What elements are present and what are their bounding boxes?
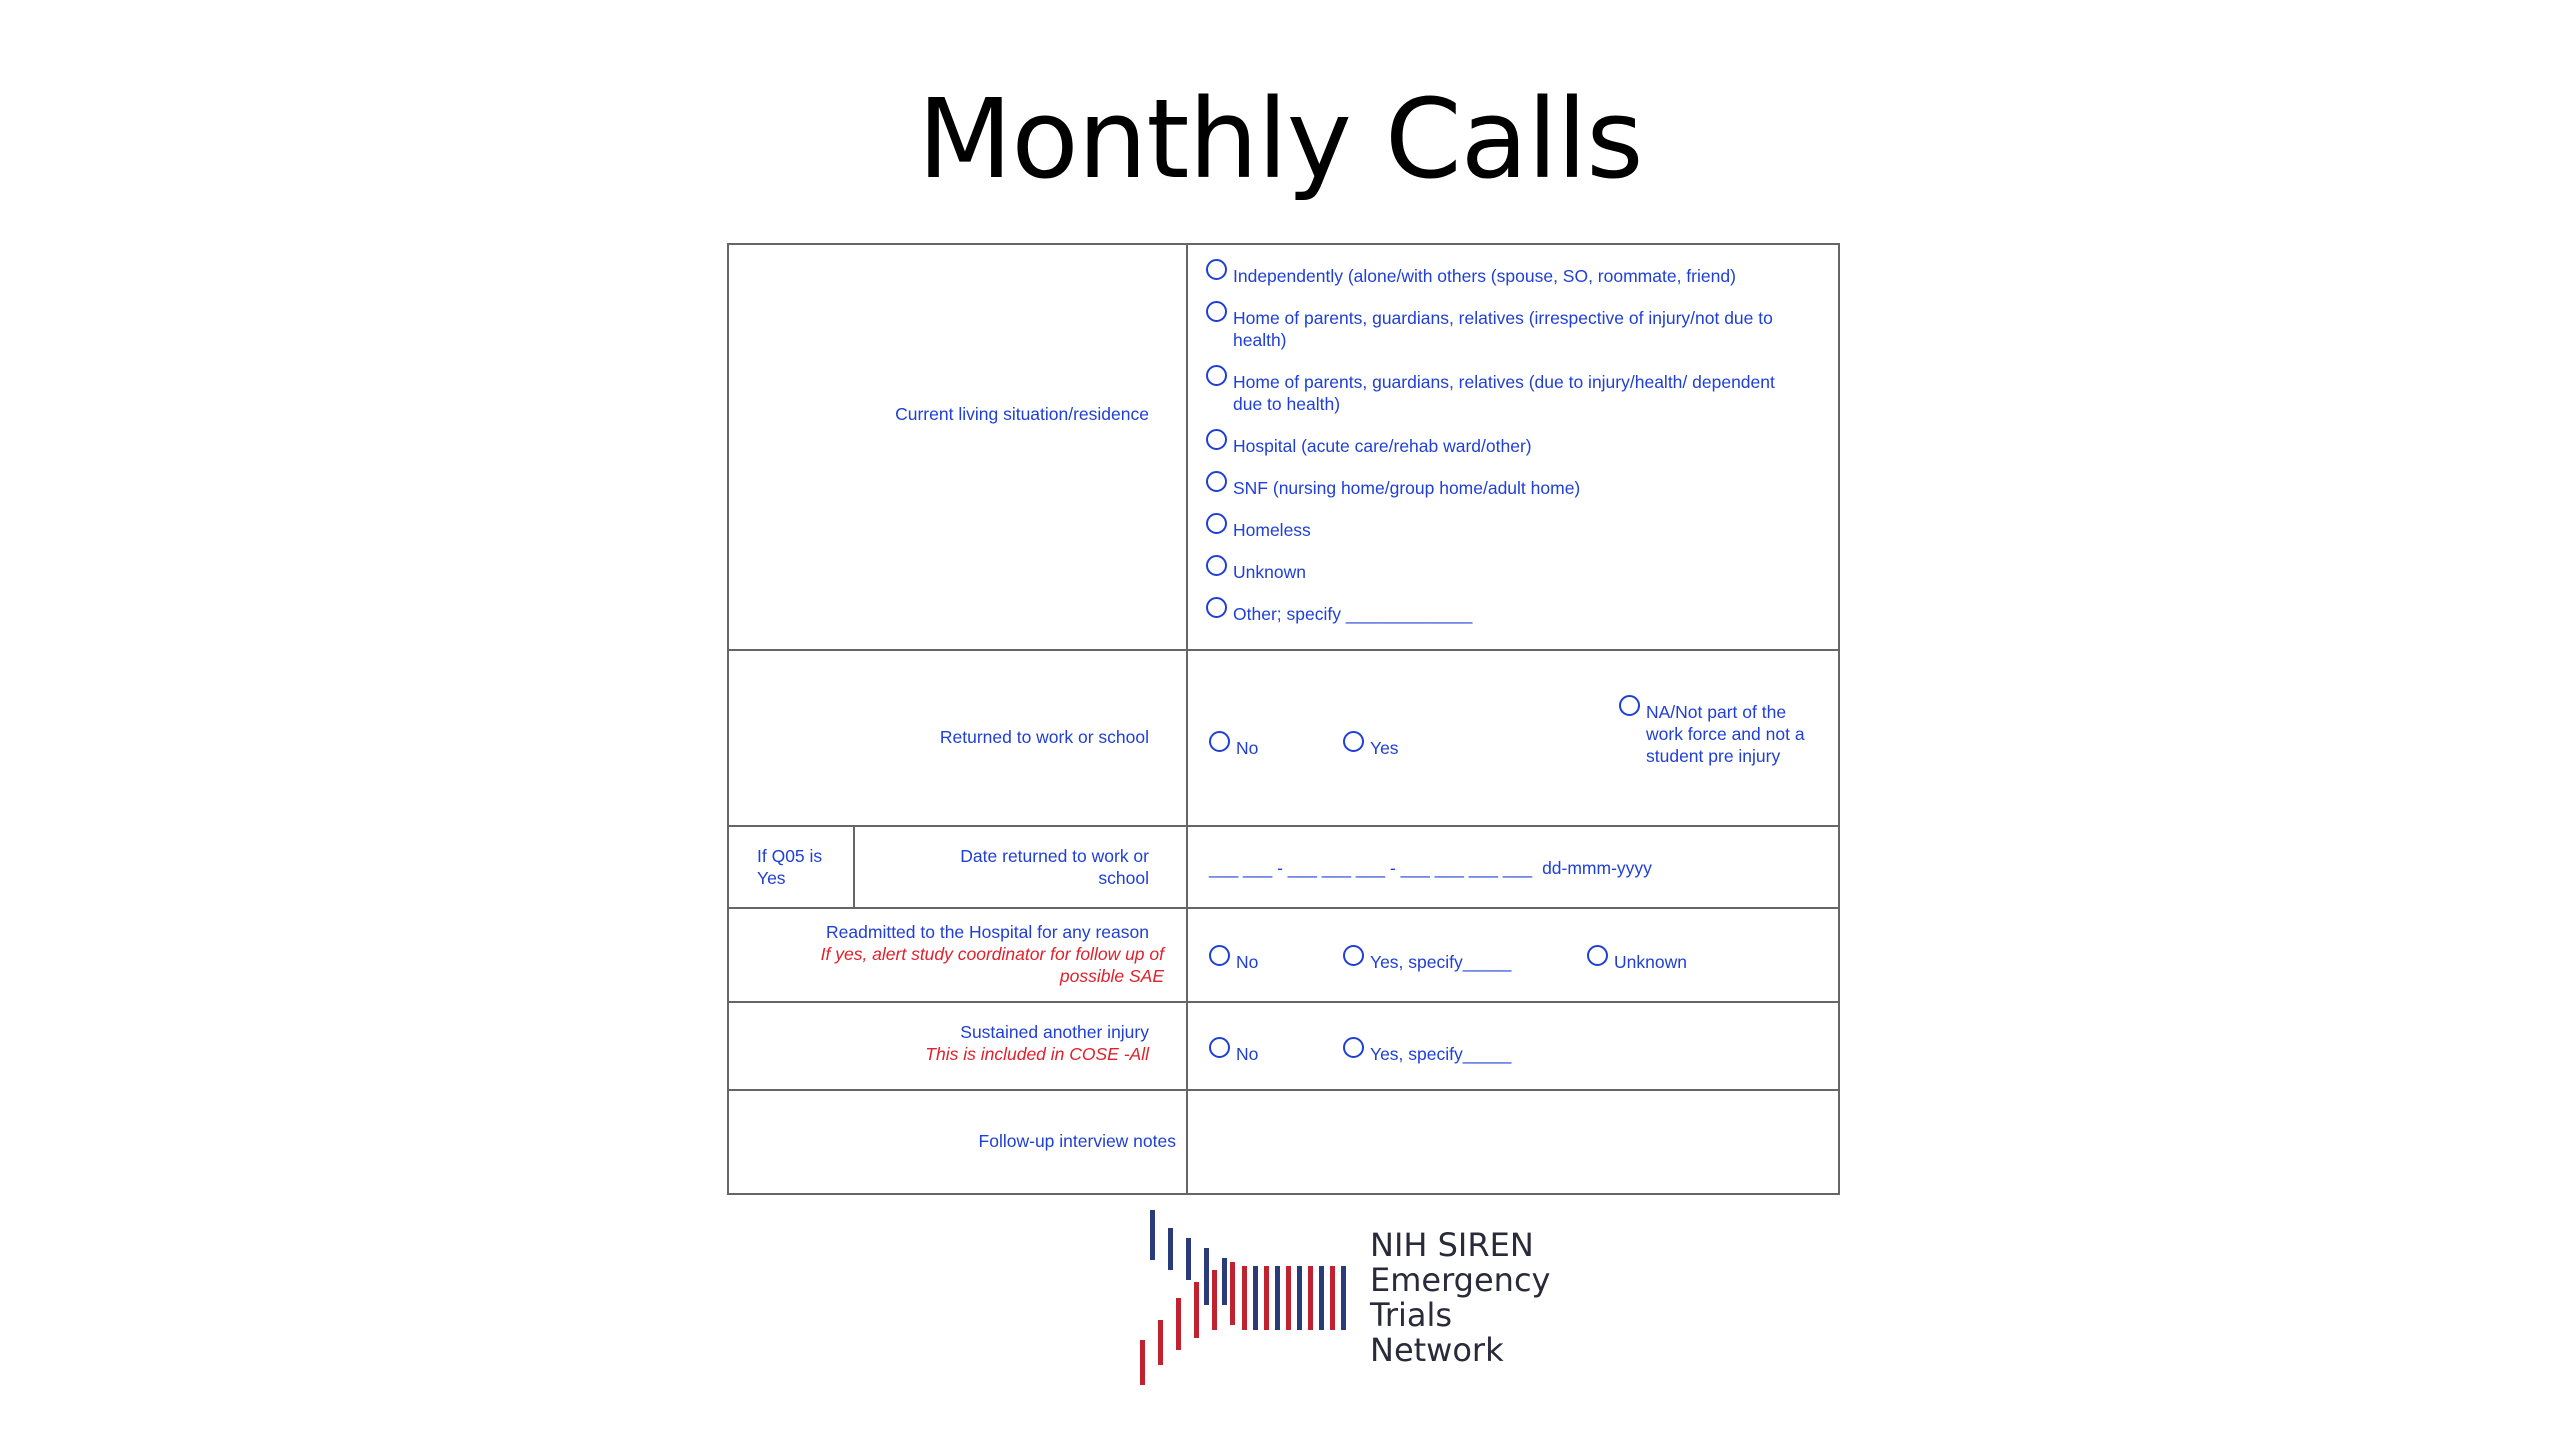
- logo-line-4: Network: [1370, 1331, 1504, 1369]
- logo-bar-dense: [1275, 1266, 1280, 1330]
- radio-button[interactable]: [1209, 1037, 1230, 1058]
- logo-bar-dense: [1330, 1266, 1335, 1330]
- returned-option-yes[interactable]: Yes: [1343, 737, 1399, 759]
- logo-bar-red: [1176, 1298, 1181, 1350]
- logo-bar-navy: [1222, 1258, 1227, 1305]
- living-option-independently[interactable]: Independently (alone/with others (spouse, SO, roommate, friend): [1206, 265, 1826, 287]
- returned-label: Returned to work or school: [939, 727, 1149, 747]
- row-divider: [729, 649, 1838, 651]
- radio-button[interactable]: [1343, 945, 1364, 966]
- logo-bar-dense: [1341, 1266, 1346, 1330]
- monthly-calls-form: [727, 243, 1840, 1195]
- injury-option-yes[interactable]: Yes, specify_____: [1343, 1043, 1511, 1065]
- living-option-parents-health[interactable]: Home of parents, guardians, relatives (due to injury/health/ dependent due to health): [1206, 371, 1776, 415]
- injury-option-no[interactable]: No: [1209, 1043, 1258, 1065]
- radio-button[interactable]: [1206, 301, 1227, 322]
- row-divider: [729, 1001, 1838, 1003]
- logo-bar-navy: [1150, 1210, 1155, 1260]
- radio-button[interactable]: [1206, 365, 1227, 386]
- logo-bar-dense: [1319, 1266, 1324, 1330]
- radio-button[interactable]: [1206, 555, 1227, 576]
- page-title: Monthly Calls: [917, 75, 1643, 203]
- living-option-snf[interactable]: SNF (nursing home/group home/adult home): [1206, 477, 1826, 499]
- logo-bar-dense: [1264, 1266, 1269, 1330]
- returned-option-na[interactable]: NA/Not part of the work force and not a student pre injury: [1619, 701, 1824, 767]
- logo-bar-red: [1140, 1340, 1145, 1385]
- radio-button[interactable]: [1587, 945, 1608, 966]
- living-option-unknown[interactable]: Unknown: [1206, 561, 1826, 583]
- logo-line-2: Emergency: [1370, 1261, 1551, 1299]
- living-option-parents-not-health[interactable]: Home of parents, guardians, relatives (irrespective of injury/not due to health): [1206, 307, 1826, 351]
- logo-bar-navy: [1204, 1248, 1209, 1305]
- living-option-homeless[interactable]: Homeless: [1206, 519, 1826, 541]
- logo-bar-dense: [1308, 1266, 1313, 1330]
- radio-button[interactable]: [1206, 429, 1227, 450]
- injury-note: This is included in COSE -All: [925, 1044, 1149, 1064]
- logo-bar-red: [1194, 1282, 1199, 1338]
- radio-button[interactable]: [1209, 731, 1230, 752]
- logo-bar-red: [1158, 1320, 1163, 1365]
- date-returned-field[interactable]: ___ ___ - ___ ___ ___ - ___ ___ ___ ___ dd-mmm-yyyy: [1209, 858, 1652, 878]
- readmitted-option-unknown[interactable]: Unknown: [1587, 951, 1687, 973]
- logo-bar-navy: [1168, 1228, 1173, 1270]
- logo-bar-navy: [1186, 1238, 1191, 1280]
- radio-button[interactable]: [1206, 597, 1227, 618]
- notes-field[interactable]: [1189, 1091, 1839, 1193]
- logo-line-3: Trials: [1370, 1296, 1453, 1334]
- logo-line-1: NIH SIREN: [1370, 1226, 1534, 1264]
- radio-button[interactable]: [1206, 259, 1227, 280]
- condition-label: If Q05 is Yes: [757, 846, 823, 888]
- radio-button[interactable]: [1343, 1037, 1364, 1058]
- logo-bar-red: [1212, 1270, 1217, 1330]
- living-option-other[interactable]: Other; specify _____________: [1206, 603, 1826, 625]
- row-divider: [729, 825, 1838, 827]
- condition-divider: [853, 825, 855, 907]
- readmitted-option-yes[interactable]: Yes, specify_____: [1343, 951, 1511, 973]
- radio-button[interactable]: [1206, 471, 1227, 492]
- returned-option-no[interactable]: No: [1209, 737, 1258, 759]
- column-divider: [1186, 245, 1188, 1195]
- logo-bar-red: [1230, 1262, 1235, 1325]
- living-situation-label: Current living situation/residence: [895, 404, 1149, 424]
- logo-text: [1370, 1228, 1550, 1368]
- readmitted-label: Readmitted to the Hospital for any reason: [826, 922, 1149, 942]
- readmitted-option-no[interactable]: No: [1209, 951, 1258, 973]
- logo-bar-dense: [1242, 1266, 1247, 1330]
- date-returned-label: Date returned to work or school: [960, 846, 1149, 888]
- radio-button[interactable]: [1619, 695, 1640, 716]
- readmitted-note: If yes, alert study coordinator for follow up of possible SAE: [820, 944, 1164, 986]
- notes-label: Follow-up interview notes: [978, 1131, 1176, 1151]
- radio-button[interactable]: [1206, 513, 1227, 534]
- radio-button[interactable]: [1343, 731, 1364, 752]
- injury-label: Sustained another injury: [960, 1022, 1149, 1042]
- logo-bar-dense: [1286, 1266, 1291, 1330]
- radio-button[interactable]: [1209, 945, 1230, 966]
- living-option-hospital[interactable]: Hospital (acute care/rehab ward/other): [1206, 435, 1826, 457]
- row-divider: [729, 907, 1838, 909]
- logo-bar-dense: [1297, 1266, 1302, 1330]
- logo-bar-dense: [1253, 1266, 1258, 1330]
